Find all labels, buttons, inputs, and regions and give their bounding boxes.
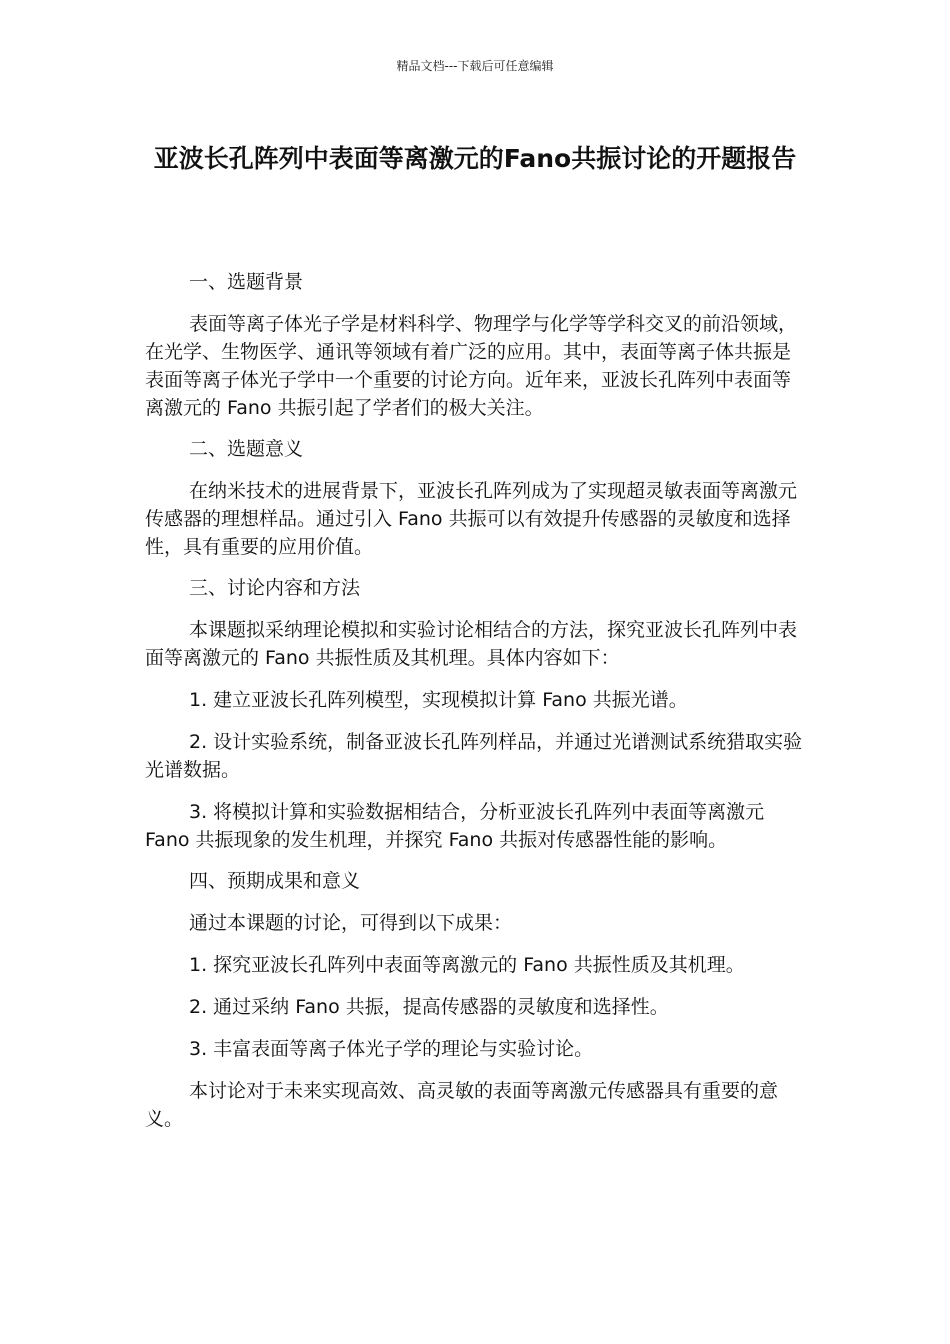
closing-paragraph: 本讨论对于未来实现高效、高灵敏的表面等离激元传感器具有重要的意义。 — [145, 1080, 779, 1130]
document-body — [145, 268, 807, 1133]
list-item: 3. 将模拟计算和实验数据相结合，分析亚波长孔阵列中表面等离激元 Fano 共振现象的发生机理，并探究 Fano 共振对传感器性能的影响。 — [145, 801, 765, 851]
section-heading-background: 一、选题背景 — [189, 271, 304, 293]
header-note: 精品文档---下载后可任意编辑 — [396, 59, 554, 73]
list-item: 2. 通过采纳 Fano 共振，提高传感器的灵敏度和选择性。 — [189, 996, 669, 1018]
paragraph-expected-results: 通过本课题的讨论，可得到以下成果： — [189, 912, 513, 934]
paragraph-background: 表面等离子体光子学是材料科学、物理学与化学等学科交叉的前沿领域，在光学、生物医学、通讯等领域有着广泛的应用。其中，表面等离子体共振是表面等离子体光子学中一个重要的讨论方向。近年来，亚波长孔阵列中表面等离激元的 Fano 共振引起了学者们的极大关注。 — [145, 313, 798, 419]
document-title: 亚波长孔阵列中表面等离激元的Fano共振讨论的开题报告 — [153, 144, 797, 173]
section-heading-expected-results: 四、预期成果和意义 — [189, 870, 361, 892]
list-item: 3. 丰富表面等离子体光子学的理论与实验讨论。 — [189, 1038, 594, 1060]
paragraph-content-methods: 本课题拟采纳理论模拟和实验讨论相结合的方法，探究亚波长孔阵列中表面等离激元的 Fano 共振性质及其机理。具体内容如下： — [145, 619, 798, 669]
list-item: 2. 设计实验系统，制备亚波长孔阵列样品，并通过光谱测试系统猎取实验光谱数据。 — [145, 731, 803, 781]
list-item: 1. 建立亚波长孔阵列模型，实现模拟计算 Fano 共振光谱。 — [189, 689, 688, 711]
section-heading-significance: 二、选题意义 — [189, 438, 304, 460]
paragraph-significance: 在纳米技术的进展背景下，亚波长孔阵列成为了实现超灵敏表面等离激元传感器的理想样品。通过引入 Fano 共振可以有效提升传感器的灵敏度和选择性，具有重要的应用价值。 — [145, 480, 798, 558]
list-item: 1. 探究亚波长孔阵列中表面等离激元的 Fano 共振性质及其机理。 — [189, 954, 745, 976]
section-heading-content-methods: 三、讨论内容和方法 — [189, 577, 361, 599]
